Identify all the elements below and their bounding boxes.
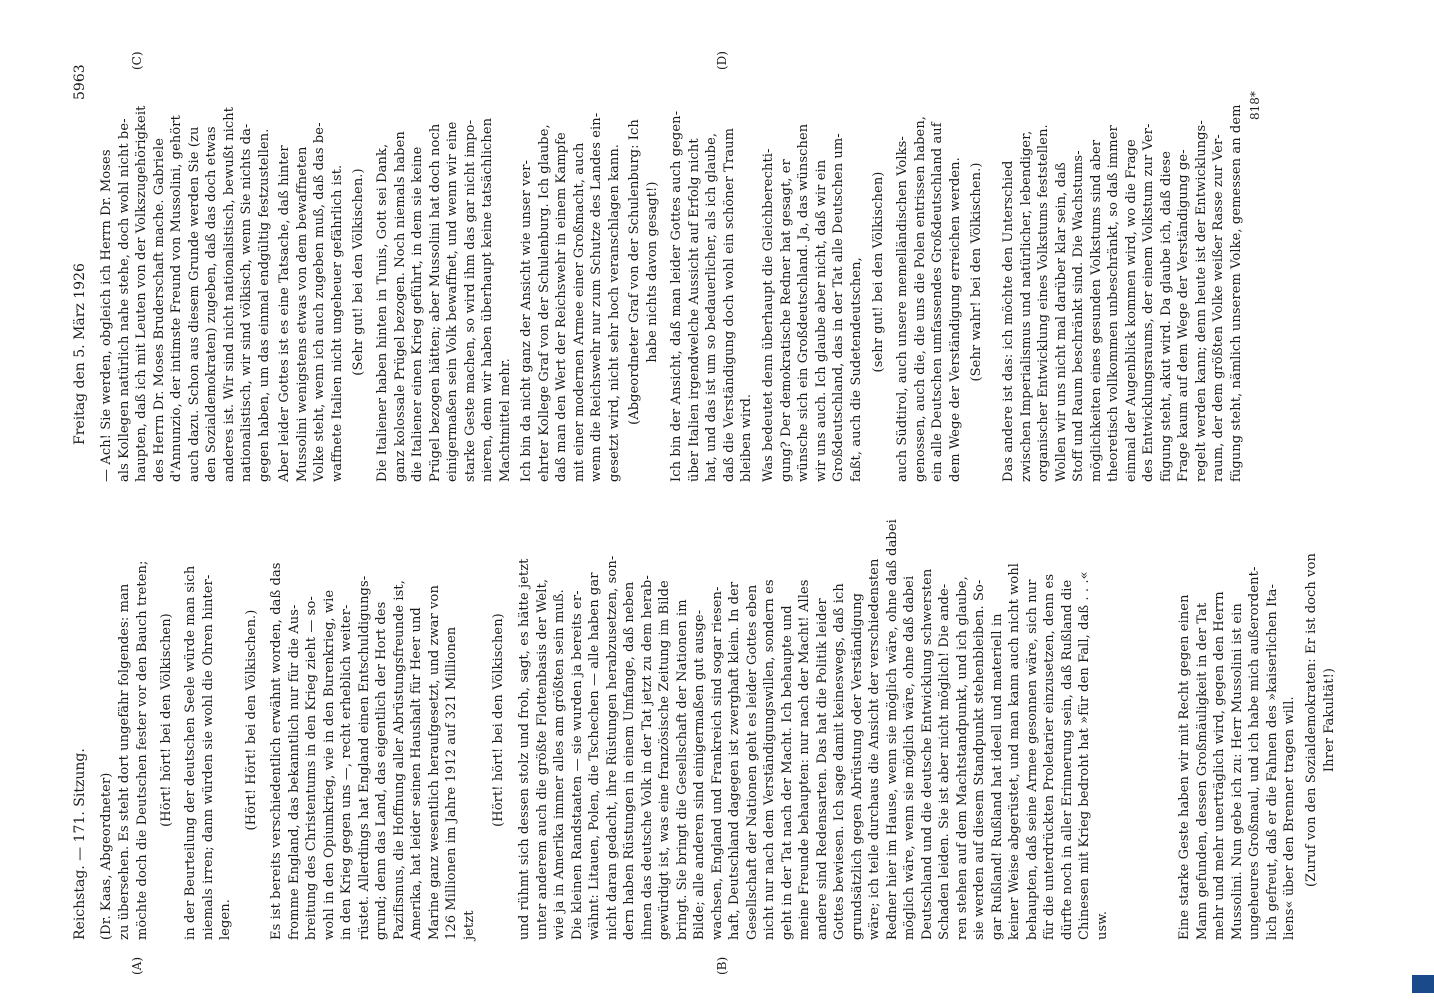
paragraph: zu übersehen. Es steht dort ungefähr folgendes: man möchte doch die Deutschen fester vor den Bauch treten; [117, 560, 150, 940]
page-number: 5963 [72, 64, 88, 100]
interjection: (Hört! hört! bei den Völkischen) [159, 613, 174, 827]
signature-mark: 818* [1248, 91, 1262, 120]
interjection: (Sehr wahr! bei den Völkischen.) [969, 162, 984, 382]
interjection: (Abgeordneter Graf von der Schulenburg: Ich habe nichts davon gesagt!) [627, 119, 660, 425]
margin-marker-d: (D) [715, 51, 729, 70]
margin-marker-b: (B) [715, 956, 729, 975]
paragraph: Ich bin da nicht ganz der Ansicht wie unser ver- ehrter Kollege Graf von der Schulenburg. Ich glaube, daß man den Wert der Reichswehr in einem Kampfe mit einer modernen Armee einer Großmacht, auch wenn die Reichswehr nur zum Schutze des Landes ein- gesetzt wird, nicht sehr hoch veranschlagen kann. [519, 112, 622, 482]
interjection: (Zuruf von den Sozialdemokraten: Er ist doch von Ihrer Fakultät!) [1304, 553, 1337, 887]
interjection: (Sehr gut! bei den Völkischen.) [351, 168, 366, 376]
paragraph: Aber leider Gottes ist es eine Tatsache, daß hinter Mussolini wenigstens etwas von dem bewaffneten Volke steht, wenn ich auch zugeben muß, daß das be- waffnete Italien nicht ungeheuer gefährlich ist. [277, 122, 345, 482]
paragraph: Das andere ist das: ich möchte den Unterschied zwischen Imperialismus und natürlicher, lebendiger, organischer Entwicklung eines Volkstums feststellen. Wollen wir uns nicht mal darüber klar sein, daß Stoff und Raum beschränkt sind. Die Wachstums- möglichkeiten eines gesunden Volkstums sind aber theoretisch vollkommen unbeschränkt, so daß immer einmal der Augenblick kommen wird, wo die Frage des Entwicklungsraums, der einem Volkstum zur Ver- fügung steht, akut wird. Da glaube ich, daß diese Frage kaum auf dem Wege der Verständigung ge- regelt werden kann; denn heute ist der Entwicklungs- raum, der dem größten Volke weißer Rasse zur Ver- fügung steht, nämlich unserem Volke, gemessen an dem [1001, 104, 1244, 482]
margin-marker-a: (A) [130, 956, 144, 975]
margin-marker-c: (C) [130, 51, 144, 70]
paragraph: und rühmt sich dessen stolz und froh, sagt, es hätte jetzt unter anderem auch die größte Flottenbasis der Welt, wie ja in Amerika immer alles am größten sein muß. Die kleinen Randstaaten — sie wurden ja bereits er- wähnt: Litauen, Polen, die Tschechen — alle haben gar nicht daran gedacht, ihre Rüstungen herabzusetzen, son- dern haben Rüstungen in einem Umfange, daß neben ihnen das deutsche Volk in der Tat jetzt zu dem herab- gewürdigt ist, was eine französische Zeitung im Bilde bringt. Sie bringt die Gesellschaft der Nationen im Bilde; alle anderen sind einigermaßen gut ausge- wachsen, England und Frankreich sind sogar riesen- haft, Deutschland dagegen ist zwerghaft klein. In der Gesellschaft der Nationen geht es leider Gottes eben nicht nur nach dem Verständigungswillen, sondern es geht in der Tat nach der Macht. Ich behaupte und meine Freunde behaupten: nur nach der Macht! Alles andere sind Redensarten. Das hat die Politik leider Gottes bewiesen. Ich sage damit keineswegs, daß ich grundsätzlich gegen Abrüstung oder Verständigung wäre; ich teile durchaus die Ansicht der verschiedensten Redner hier im Hause, wenn sie möglich wäre, ohne daß dabei möglich wäre, wenn sie möglich wäre, ohne daß dabei Deutschland und die deutsche Entwicklung schwersten Schaden leiden. Sie ist aber nicht möglich! Die ande- ren stehen auf dem Machtstandpunkt, und ich glaube, sie werden auf diesem Standpunkt stehenbleiben. So- gar Rußland! Rußland hat ideell und materiell in keiner Weise abgerüstet, und man kann auch nicht wohl behaupten, daß seine Armee gesonnen wäre, sich nur für die unterdrückten Proletarier einzusetzen, denn es dürfte noch in aller Erinnerung sein, daß Rußland die Chinesen mit Krieg bedroht hat »für den Fall, daß . . .« usw. [517, 519, 1110, 940]
paragraph: Ich bin der Ansicht, daß man leider Gottes auch gegen- über Italien irgendwelche Aussicht auf Erfolg nicht hat, und das ist um so bedauerlicher, als ich glaube, daß die Verständigung doch wohl ein schöner Traum bleiben wird. [669, 110, 754, 482]
dfg-logo [1412, 975, 1434, 993]
interjection: (Hört! hört! bei den Völkischen) [491, 613, 506, 827]
running-header-right: Freitag den 5. März 1926 [72, 263, 88, 445]
paragraph: auch Südtirol, auch unsere memelländischen Volks- genossen, auch die, die uns die Polen entrissen haben, ein alle Deutschen umfassendes Großdeutschland auf dem Wege der Verständigung erreichen werden. [895, 115, 963, 482]
paragraph: Eine starke Geste haben wir mit Recht gegen einen Mann gefunden, dessen Großmäuligkeit in der Tat mehr und mehr unerträglich wird, gegen den Herrn Mussolini. Nun gebe ich zu: Herr Mussolini ist ein ungeheures Großmaul, und ich habe mich außerordent- lich gefreut, daß er die Fahnen des »kaiserlichen Ita- liens« über den Brenner tragen will. [1177, 566, 1297, 940]
interjection: (sehr gut! bei den Völkischen) [871, 171, 886, 373]
paragraph: — Ach! Sie werden, obgleich ich Herrn Dr. Moses als Kollegen natürlich nahe stehe, doch wohl nicht be- haupten, daß ich mit Leuten von der Volkszugehörigkeit des Herrn Dr. Moses Bruderschaft mache. Gabriele d'Annunzio, der intimste Freund von Mussolini, gehört auch dazu. Schon aus diesem Grunde werden Sie (zu den Sozialdemokraten) zugeben, daß das doch etwas anderes ist. Wir sind nicht nationalistisch, bewußt nicht nationalistisch, wir sind völkisch, wenn Sie nichts da- gegen haben, um das einmal endgültig festzustellen. [99, 105, 272, 482]
paragraph: Die Italiener haben hinten in Tunis, Gott sei Dank, ganz kolossale Prügel bezogen. Noch niemals haben die Italiener einen Krieg geführt, in dem sie keine Prügel bezogen hätten; aber Mussolini hat doch noch einigermaßen sein Volk bewaffnet, und wenn wir eine starke Geste machen, so wird ihm das gar nicht impo- nieren, denn wir haben überhaupt keine tatsächlichen Machtmittel mehr. [375, 117, 513, 482]
paragraph: in der Beurteilung der deutschen Seele würde man sich niemals irren; dann würden sie wohl die Ohren hinter- legen. [183, 565, 233, 940]
interjection: (Hört! Hört! bei den Völkischen.) [244, 609, 259, 831]
speaker-heading: (Dr. Kaas, Abgeordneter) [99, 772, 114, 940]
digitization-credit [1418, 6, 1434, 996]
paragraph: Was bedeutet denn überhaupt die Gleichberechti- gung? Der demokratische Redner hat gesagt, er wünsche sich ein Großdeutschland. Ja, das wünschen wir uns auch. Ich glaube aber nicht, daß wir ein Großdeutschland, das in der Tat alle Deutschen um- faßt, auch die Sudetendeutschen, [761, 123, 864, 482]
running-header-left: Reichstag. — 171. Sitzung. [72, 748, 88, 940]
paragraph: Es ist bereits verschiedentlich erwähnt worden, daß das fromme England, das bekanntlich nur für die Aus- breitung des Christentums in den Krieg zieht — so- wohl in den Opiumkrieg, wie in den Burenkrieg, wie in den Krieg gegen uns —, recht erheblich weiter- rüstet. Allerdings hat England einen Entschuldigungs- grund; denn das Land, das eigentlich der Hort des Pazifismus, die Hoffnung aller Abrüstungsfreunde ist, Amerika, hat leider seinen Haushalt für Heer und Marine ganz wesentlich heraufgesetzt, und zwar von 126 Millionen im Jahre 1912 auf 321 Millionen jetzt [269, 562, 477, 940]
